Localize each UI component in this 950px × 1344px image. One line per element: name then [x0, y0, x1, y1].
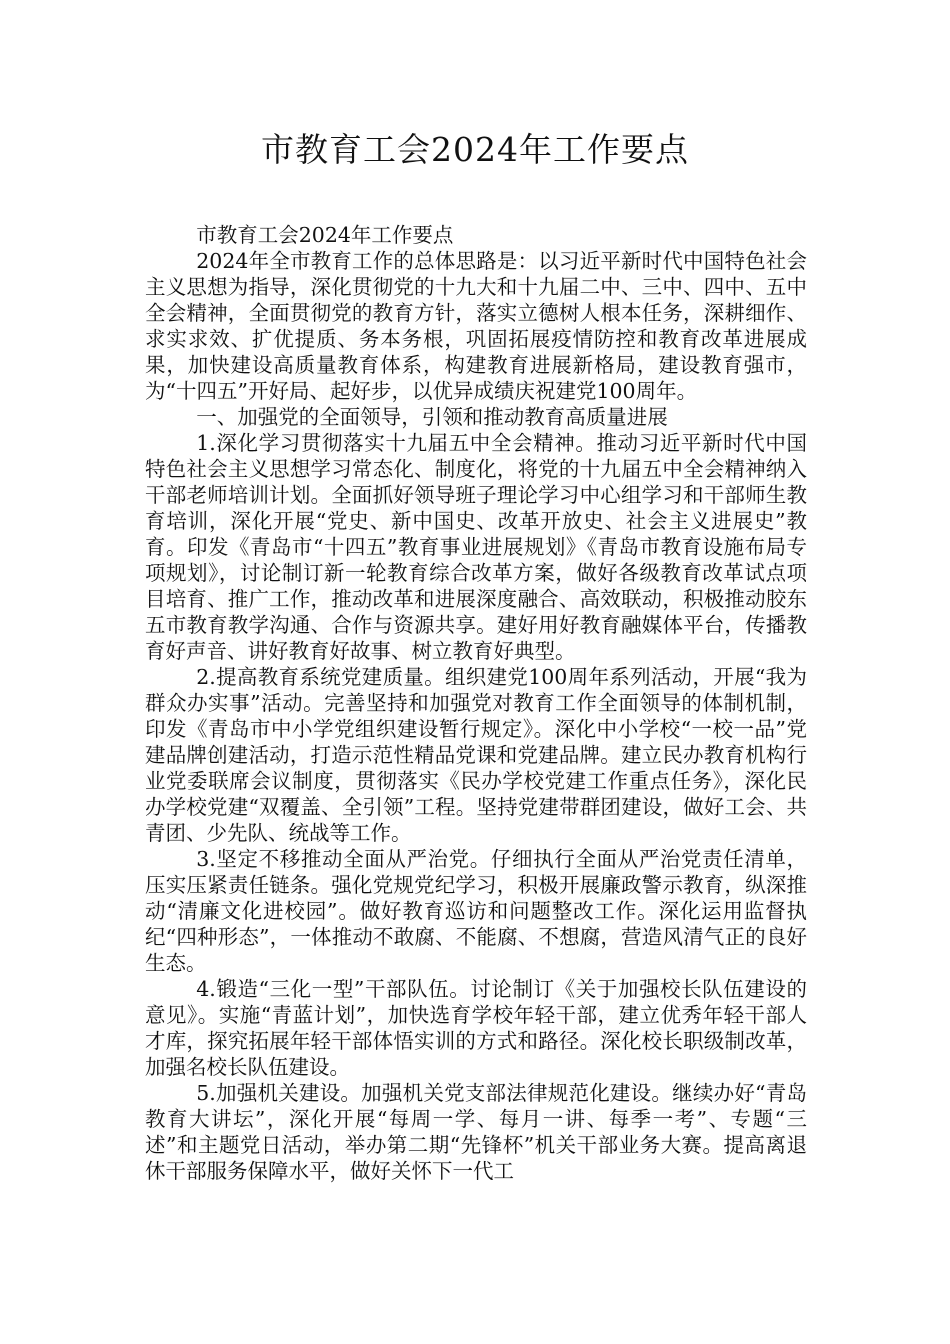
item-paragraph-1: 1.深化学习贯彻落实十九届五中全会精神。推动习近平新时代中国特色社会主义思想学习常态化、制度化，将党的十九届五中全会精神纳入干部老师培训计划。全面抓好领导班子理论学习中心组学习和干部师生教育培训，深化开展“党史、新中国史、改革开放史、社会主义进展史”教育。印发《青岛市“十四五”教育事业进展规划》《青岛市教育设施布局专项规划》，讨论制订新一轮教育综合改革方案，做好各级教育改革试点项目培育、推广工作，推动改革和进展深度融合、高效联动，积极推动胶东五市教育教学沟通、合作与资源共享。建好用好教育融媒体平台，传播教育好声音、讲好教育好故事、树立教育好典型。	[145, 431, 807, 663]
item-paragraph-4: 4.锻造“三化一型”干部队伍。讨论制订《关于加强校长队伍建设的意见》。实施“青蓝计划”，加快选育学校年轻干部，建立优秀年轻干部人才库，探究拓展年轻干部体悟实训的方式和路径。深化校长职级制改革，加强名校长队伍建设。	[145, 977, 807, 1079]
subtitle-paragraph: 市教育工会2024年工作要点	[196, 223, 454, 247]
item-paragraph-5: 5.加强机关建设。加强机关党支部法律规范化建设。继续办好“青岛教育大讲坛”，深化开展“每周一学、每月一讲、每季一考”、专题“三述”和主题党日活动，举办第二期“先锋杯”机关干部业务大赛。提高离退休干部服务保障水平，做好关怀下一代工	[145, 1081, 807, 1183]
item-paragraph-3: 3.坚定不移推动全面从严治党。仔细执行全面从严治党责任清单，压实压紧责任链条。强化党规党纪学习，积极开展廉政警示教育，纵深推动“清廉文化进校园”。做好教育巡访和问题整改工作。深化运用监督执纪“四种形态”，一体推动不敢腐、不能腐、不想腐，营造风清气正的良好生态。	[145, 847, 807, 975]
document-title: 市教育工会2024年工作要点	[261, 130, 689, 169]
item-paragraph-2: 2.提高教育系统党建质量。组织建党100周年系列活动，开展“我为群众办实事”活动。完善坚持和加强党对教育工作全面领导的体制机制，印发《青岛市中小学党组织建设暂行规定》。深化中小学校“一校一品”党建品牌创建活动，打造示范性精品党课和党建品牌。建立民办教育机构行业党委联席会议制度，贯彻落实《民办学校党建工作重点任务》，深化民办学校党建“双覆盖、全引领”工程。坚持党建带群团建设，做好工会、共青团、少先队、统战等工作。	[145, 665, 807, 845]
document-body	[145, 222, 807, 1184]
overview-paragraph: 2024年全市教育工作的总体思路是：以习近平新时代中国特色社会主义思想为指导，深化贯彻党的十九大和十九届二中、三中、四中、五中全会精神，全面贯彻党的教育方针，落实立德树人根本任务，深耕细作、求实求效、扩优提质、务本务根，巩固拓展疫情防控和教育改革进展成果，加快建设高质量教育体系，构建教育进展新格局，建设教育强市，为“十四五”开好局、起好步，以优异成绩庆祝建党100周年。	[145, 249, 807, 403]
section-heading-1: 一、加强党的全面领导，引领和推动教育高质量进展	[196, 405, 668, 429]
